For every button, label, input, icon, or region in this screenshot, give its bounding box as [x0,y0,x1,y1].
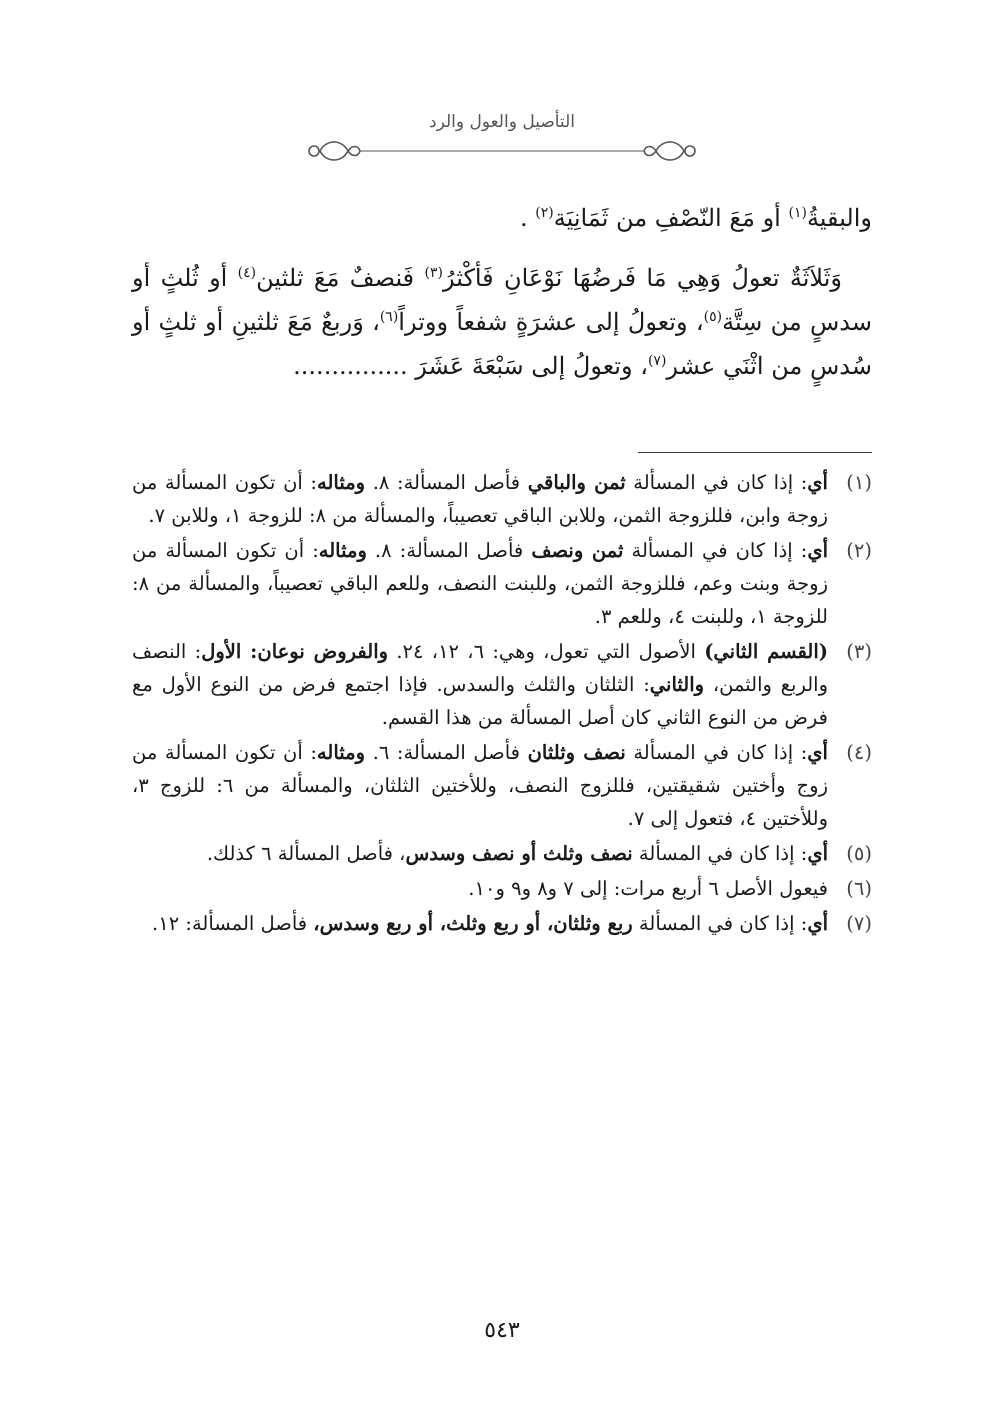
matn-text: ، وَربعٌ مَعَ ثلثينِ أو ثلثٍ أو سُدسٍ من اثْنَي عشر [132,308,872,380]
footnote-number: (٣) [846,640,872,663]
footnote-number: (١) [846,471,872,494]
footnote-number: (٢) [846,539,872,562]
footnote [132,635,872,734]
footnote-number: (٧) [846,912,872,935]
footnote-number: (٤) [846,741,872,764]
footnote [132,466,872,532]
footnote-number: (٦) [846,877,872,900]
continuation-dots: ............... [293,352,408,380]
footnote [132,907,872,940]
footnote [132,872,872,905]
matn-text: فَنصفٌ مَعَ ثلثين [256,264,425,292]
footnote [132,534,872,633]
footnote [132,837,872,870]
matn-text: وَثَلاَثَةٌ تعولُ وَهِي مَا فَرضُهَا نَوْعَانِ فَأكْثرُ [442,264,843,292]
footnote-text: فيعول الأصل ٦ أربع مرات: إلى ٧ و٨ و٩ و١٠. [468,877,828,900]
footnote-ref[interactable]: (٧) [647,353,667,369]
footnote-ref[interactable]: (٦) [379,309,399,325]
footnote-ref[interactable]: (٣) [424,265,443,281]
page-number: ٥٤٣ [484,1318,520,1343]
footnote-number: (٥) [846,842,872,865]
matn-text: أو مَعَ النّصْفِ من ثَمَانِيَة [553,204,789,232]
footnote-text: أي: إذا كان في المسألة نصف وثلثان فأصل المسألة: ٦. ومثاله: أن تكون المسألة من زوج وأختين شقيقتين، فللزوج النصف، وللأختين الثلثان، والمسألة من ٦: للزوج ٣، وللأختين ٤، فتعول إلى ٧. [132,741,828,830]
footnote-text: (القسم الثاني) الأصول التي تعول، وهي: ٦، ١٢، ٢٤. والفروض نوعان: الأول: النصف والربع والثمن، والثاني: الثلثان والثلث والسدس. فإذا اجتمع فرض من النوع الأول مع فرض من النوع الثاني كان أصل المسألة من هذا القسم. [132,640,829,729]
matn-paragraph [132,256,872,388]
footnote-text: أي: إذا كان في المسألة ثمن ونصف فأصل المسألة: ٨. ومثاله: أن تكون المسألة من زوجة وبنت وعم، فللزوجة الثمن، وللبنت النصف، وللعم الباقي تعصيباً، والمسألة من ٨: للزوجة ١، وللبنت ٤، وللعم ٣. [132,539,829,628]
matn-paragraph [132,196,872,240]
running-header [300,112,704,168]
footnote-ref[interactable]: (٥) [703,309,723,325]
footnote-text: أي: إذا كان في المسألة ربع وثلثان، أو ربع وثلث، أو ربع وسدس، فأصل المسألة: ١٢. [152,912,828,935]
footnotes [132,466,872,942]
matn-text: أو ثُلثٍ أو سدسٍ من سِتَّة [132,264,873,336]
matn-text: ، وتعولُ إلى سَبْعَةَ عَشَرَ [407,352,648,380]
footnote-text: أي: إذا كان في المسألة ثمن والباقي فأصل المسألة: ٨. ومثاله: أن تكون المسألة من زوجة وابن، فللزوجة الثمن، وللابن الباقي تعصيباً، والمسألة من ٨: للزوجة ١، وللابن ٧. [132,471,828,527]
footnote-text: أي: إذا كان في المسألة نصف وثلث أو نصف وسدس، فأصل المسألة ٦ كذلك. [206,842,828,865]
matn-text: ، وتعولُ إلى عشرَةٍ شفعاً ووتراً [398,308,704,336]
matn-text: . [520,204,536,232]
footnote [132,736,872,835]
matn-text: والبقيةُ [806,204,872,232]
footnote-ref[interactable]: (٤) [237,265,257,281]
footnote-ref[interactable]: (١) [788,205,807,221]
header-ornament-icon [300,136,704,166]
main-text [132,196,872,388]
header-title: التأصيل والعول والرد [429,112,575,132]
footnote-ref[interactable]: (٢) [535,205,554,221]
footnote-separator [638,452,872,453]
